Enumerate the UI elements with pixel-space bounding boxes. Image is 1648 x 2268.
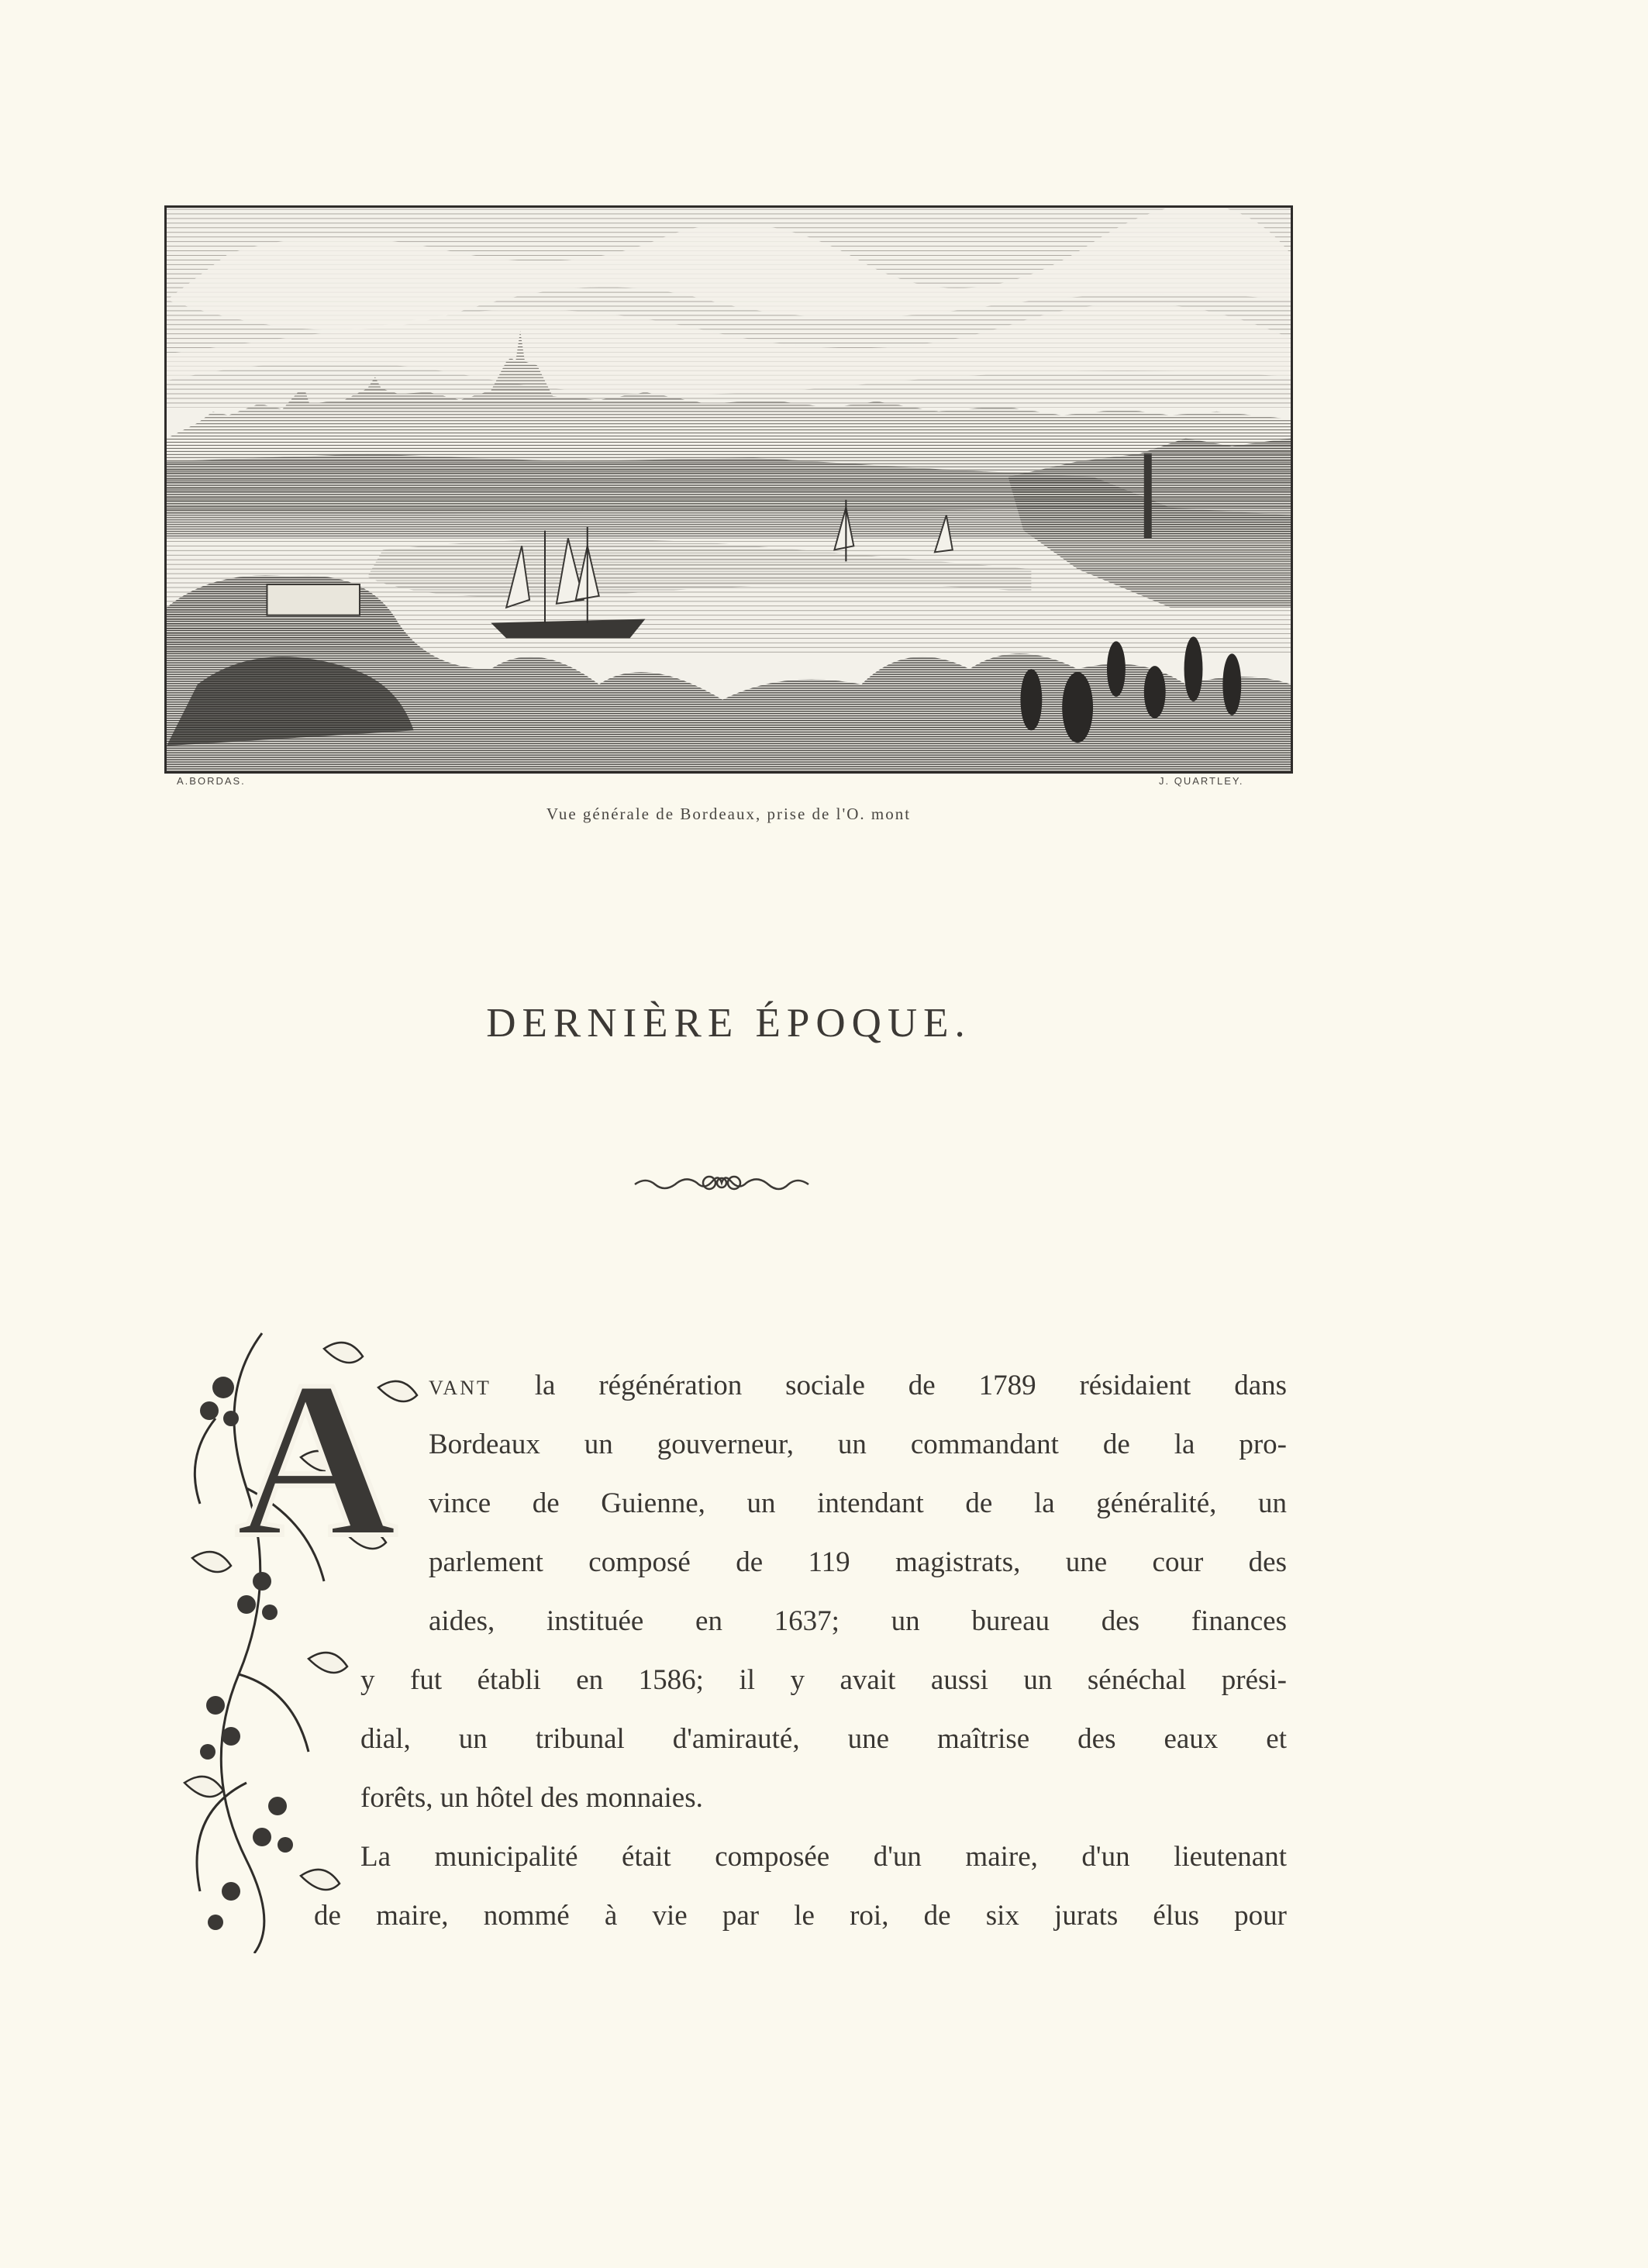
lead-word: vant xyxy=(429,1370,491,1401)
text-line: dial, un tribunal d'amirauté, une maîtrise des eaux et xyxy=(360,1723,1287,1755)
text-line: de maire, nommé à vie par le roi, de six jurats élus pour xyxy=(314,1900,1287,1932)
ornament-divider-icon xyxy=(632,1167,812,1198)
text-line: parlement composé de 119 magistrats, une cour des xyxy=(429,1546,1287,1578)
illustration-caption: Vue générale de Bordeaux, prise de l'O. mont xyxy=(546,805,912,823)
text-line: forêts, un hôtel des monnaies. xyxy=(360,1782,703,1814)
text-line: vant la régénération sociale de 1789 résidaient dans xyxy=(429,1370,1288,1401)
drop-cap-letter: A xyxy=(235,1335,398,1584)
engraver-credit-right: J. QUARTLEY. xyxy=(1159,775,1244,787)
engraver-credit-left: A.BORDAS. xyxy=(177,775,246,787)
text-line: vince de Guienne, un intendant de la généralité, un xyxy=(429,1487,1287,1519)
bordeaux-view-engraving xyxy=(167,208,1291,771)
text-line: y fut établi en 1586; il y avait aussi un sénéchal prési- xyxy=(360,1664,1287,1696)
chapter-title: DERNIÈRE ÉPOQUE. xyxy=(486,1001,971,1046)
text-line: aides, instituée en 1637; un bureau des finances xyxy=(429,1605,1287,1637)
engraving-illustration xyxy=(164,205,1293,774)
text-line: Bordeaux un gouverneur, un commandant de la pro- xyxy=(429,1429,1287,1460)
body-text xyxy=(314,1356,1287,1946)
text-line: La municipalité était composée d'un maire, d'un lieutenant xyxy=(360,1841,1287,1873)
